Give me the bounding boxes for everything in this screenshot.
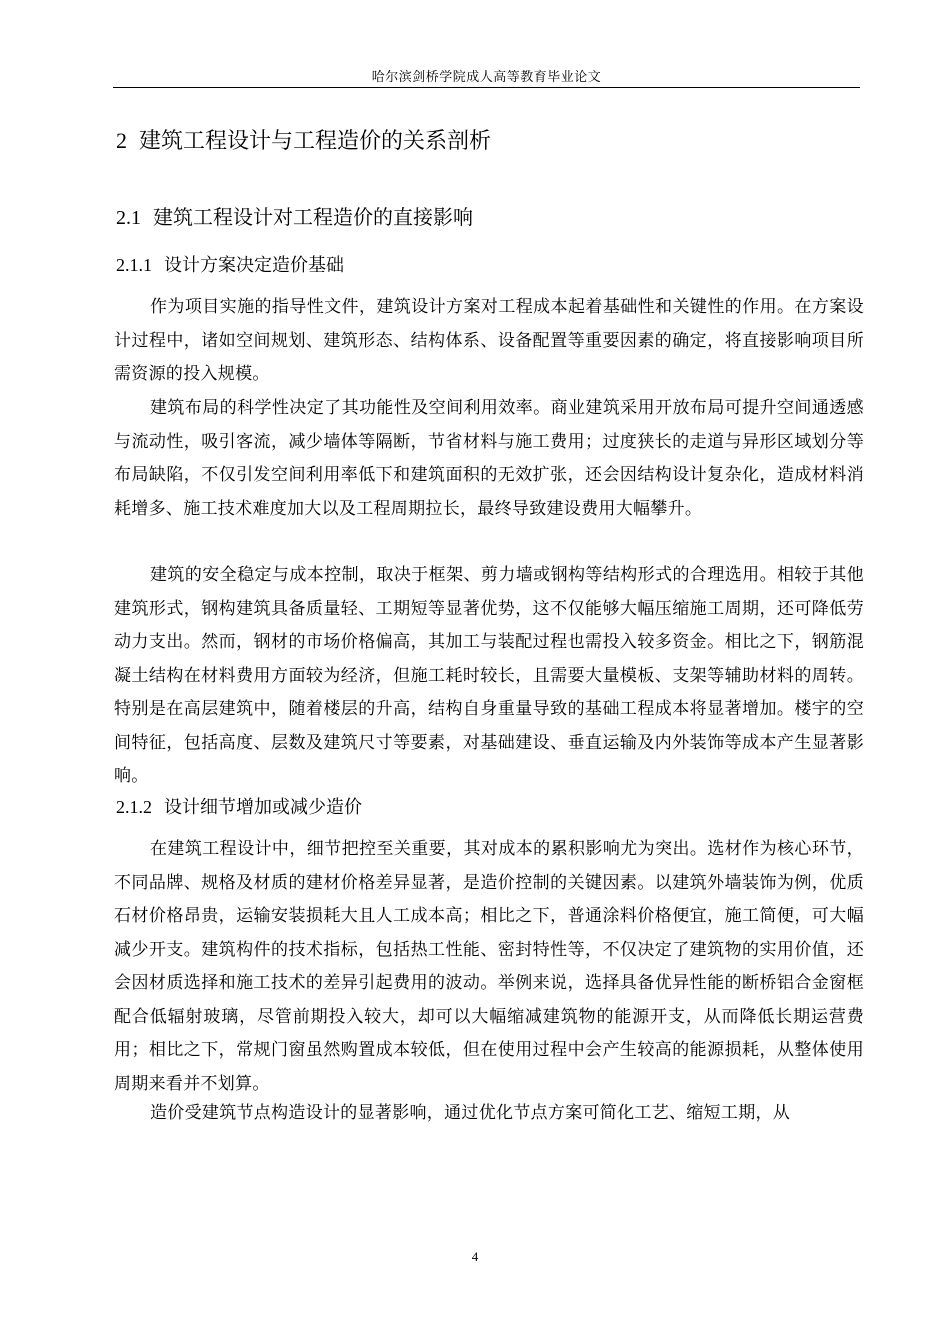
body-paragraph: 建筑的安全稳定与成本控制，取决于框架、剪力墙或钢构等结构形式的合理选用。相较于其他建筑形式，钢构建筑具备质量轻、工期短等显著优势，这不仅能够大幅压缩施工周期，还可降低劳动力支出。然而，钢材的市场价格偏高，其加工与装配过程也需投入较多资金。相比之下，钢筋混凝土结构在材料费用方面较为经济，但施工耗时较长，且需要大量模板、支架等辅助材料的周转。特别是在高层建筑中，随着楼层的升高，结构自身重量导致的基础工程成本将显著增加。楼宇的空间特征，包括高度、层数及建筑尺寸等要素，对基础建设、垂直运输及内外装饰等成本产生显著影响。 [114, 565, 864, 786]
section-heading [116, 201, 473, 230]
subsection-heading-1 [116, 251, 344, 277]
running-header: 哈尔滨剑桥学院成人高等教育毕业论文 [371, 70, 602, 85]
subsection-heading-2 [116, 793, 362, 819]
subsection-number: 2.1.2 [116, 797, 152, 817]
header-divider [113, 87, 860, 88]
body-paragraph: 作为项目实施的指导性文件，建筑设计方案对工程成本起着基础性和关键性的作用。在方案设计过程中，诸如空间规划、建筑形态、结构体系、设备配置等重要因素的确定，将直接影响项目所需资源的投入规模。 [114, 297, 864, 384]
subsection-title: 设计细节增加或减少造价 [164, 797, 362, 818]
body-paragraph: 造价受建筑节点构造设计的显著影响，通过优化节点方案可简化工艺、缩短工期，从 [150, 1103, 791, 1123]
subsection-title: 设计方案决定造价基础 [164, 255, 344, 276]
body-paragraph: 在建筑工程设计中，细节把控至关重要，其对成本的累积影响尤为突出。选材作为核心环节，不同品牌、规格及材质的建材价格差异显著，是造价控制的关键因素。以建筑外墙装饰为例，优质石材价格昂贵，运输安装损耗大且人工成本高；相比之下，普通涂料价格便宜，施工简便，可大幅减少开支。建筑构件的技术指标，包括热工性能、密封特性等，不仅决定了建筑物的实用价值，还会因材质选择和施工技术的差异引起费用的波动。举例来说，选择具备优异性能的断桥铝合金窗框配合低辐射玻璃，尽管前期投入较大，却可以大幅缩减建筑物的能源开支，从而降低长期运营费用；相比之下，常规门窗虽然购置成本较低，但在使用过程中会产生较高的能源损耗，从整体使用周期来看并不划算。 [114, 839, 864, 1094]
section-number: 2.1 [116, 207, 141, 229]
section-title: 建筑工程设计对工程造价的直接影响 [153, 205, 473, 229]
subsection-number: 2.1.1 [116, 255, 152, 275]
chapter-title: 建筑工程设计与工程造价的关系剖析 [139, 129, 492, 154]
chapter-number: 2 [116, 128, 127, 153]
page-number: 4 [471, 1249, 479, 1264]
body-paragraph: 建筑布局的科学性决定了其功能性及空间利用效率。商业建筑采用开放布局可提升空间通透感与流动性，吸引客流，减少墙体等隔断，节省材料与施工费用；过度狭长的走道与异形区域划分等布局缺陷，不仅引发空间利用率低下和建筑面积的无效扩张，还会因结构设计复杂化，造成材料消耗增多、施工技术难度加大以及工程周期拉长，最终导致建设费用大幅攀升。 [114, 398, 864, 519]
chapter-heading [116, 124, 491, 155]
